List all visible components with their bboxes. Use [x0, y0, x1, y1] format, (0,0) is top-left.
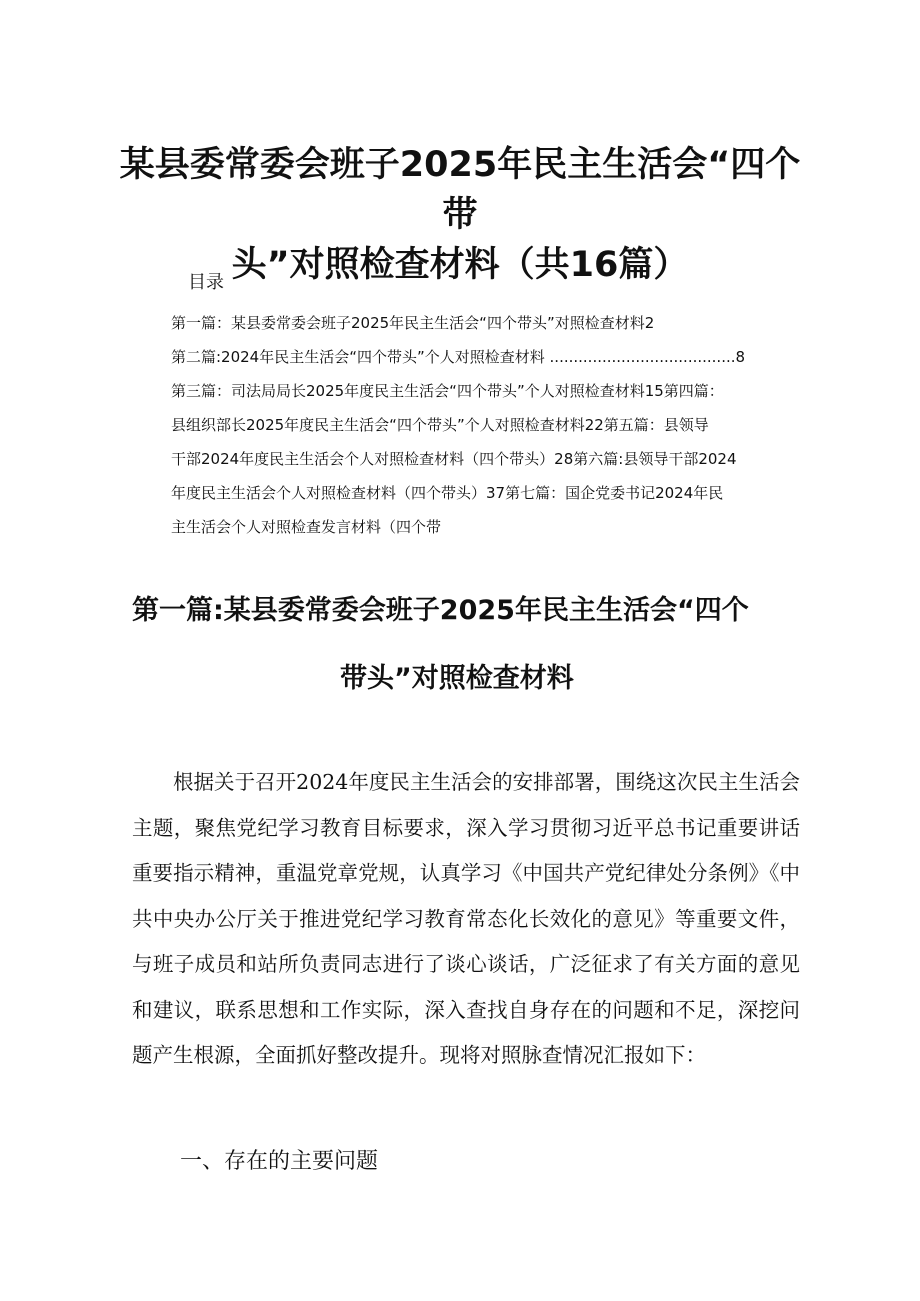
sub-heading: 一、存在的主要问题	[180, 1149, 379, 1174]
toc-line[interactable]: 主生活会个人对照检查发言材料（四个带	[171, 518, 442, 536]
toc-line[interactable]: 县组织部长2025年度民主生活会“四个带头”个人对照检查材料22第五篇：县领导	[171, 416, 709, 434]
toc-line[interactable]: 第二篇:2024年民主生活会“四个带头”个人对照检查材料 .......................................8	[171, 348, 746, 366]
toc-line[interactable]: 年度民主生活会个人对照检查材料（四个带头）37第七篇：国企党委书记2024年民	[171, 484, 724, 502]
toc-heading: 目录	[188, 272, 224, 293]
toc-line[interactable]: 第一篇：某县委常委会班子2025年民主生活会“四个带头”对照检查材料2	[171, 314, 655, 332]
table-of-contents	[171, 306, 791, 544]
document-title-line-2: 头”对照检查材料（共16篇）	[231, 245, 689, 285]
toc-line[interactable]: 第三篇：司法局局长2025年度民主生活会“四个带头”个人对照检查材料15第四篇：	[171, 382, 724, 400]
document-title	[110, 140, 810, 290]
section-title-line-1: 第一篇:某县委常委会班子2025年民主生活会“四个	[132, 595, 749, 626]
body-paragraph: 根据关于召开2024年度民主生活会的安排部署，围绕这次民主生活会主题，聚焦党纪学习教育目标要求，深入学习贯彻习近平总书记重要讲话重要指示精神，重温党章党规，认真学习《中国共产党纪律处分条例》《中共中央办公厅关于推进党纪学习教育常态化长效化的意见》等重要文件，与班子成员和站所负责同志进行了谈心谈话，广泛征求了有关方面的意见和建议，联系思想和工作实际，深入查找自身存在的问题和不足，深挖问题产生根源，全面抓好整改提升。现将对照脉查情况汇报如下：	[132, 770, 800, 1067]
document-title-line-1: 某县委常委会班子2025年民主生活会“四个带	[119, 145, 801, 235]
toc-line[interactable]: 干部2024年度民主生活会个人对照检查材料（四个带头）28第六篇:县领导干部2024	[171, 450, 737, 468]
section-title-line-2: 带头”对照检查材料	[340, 663, 574, 694]
